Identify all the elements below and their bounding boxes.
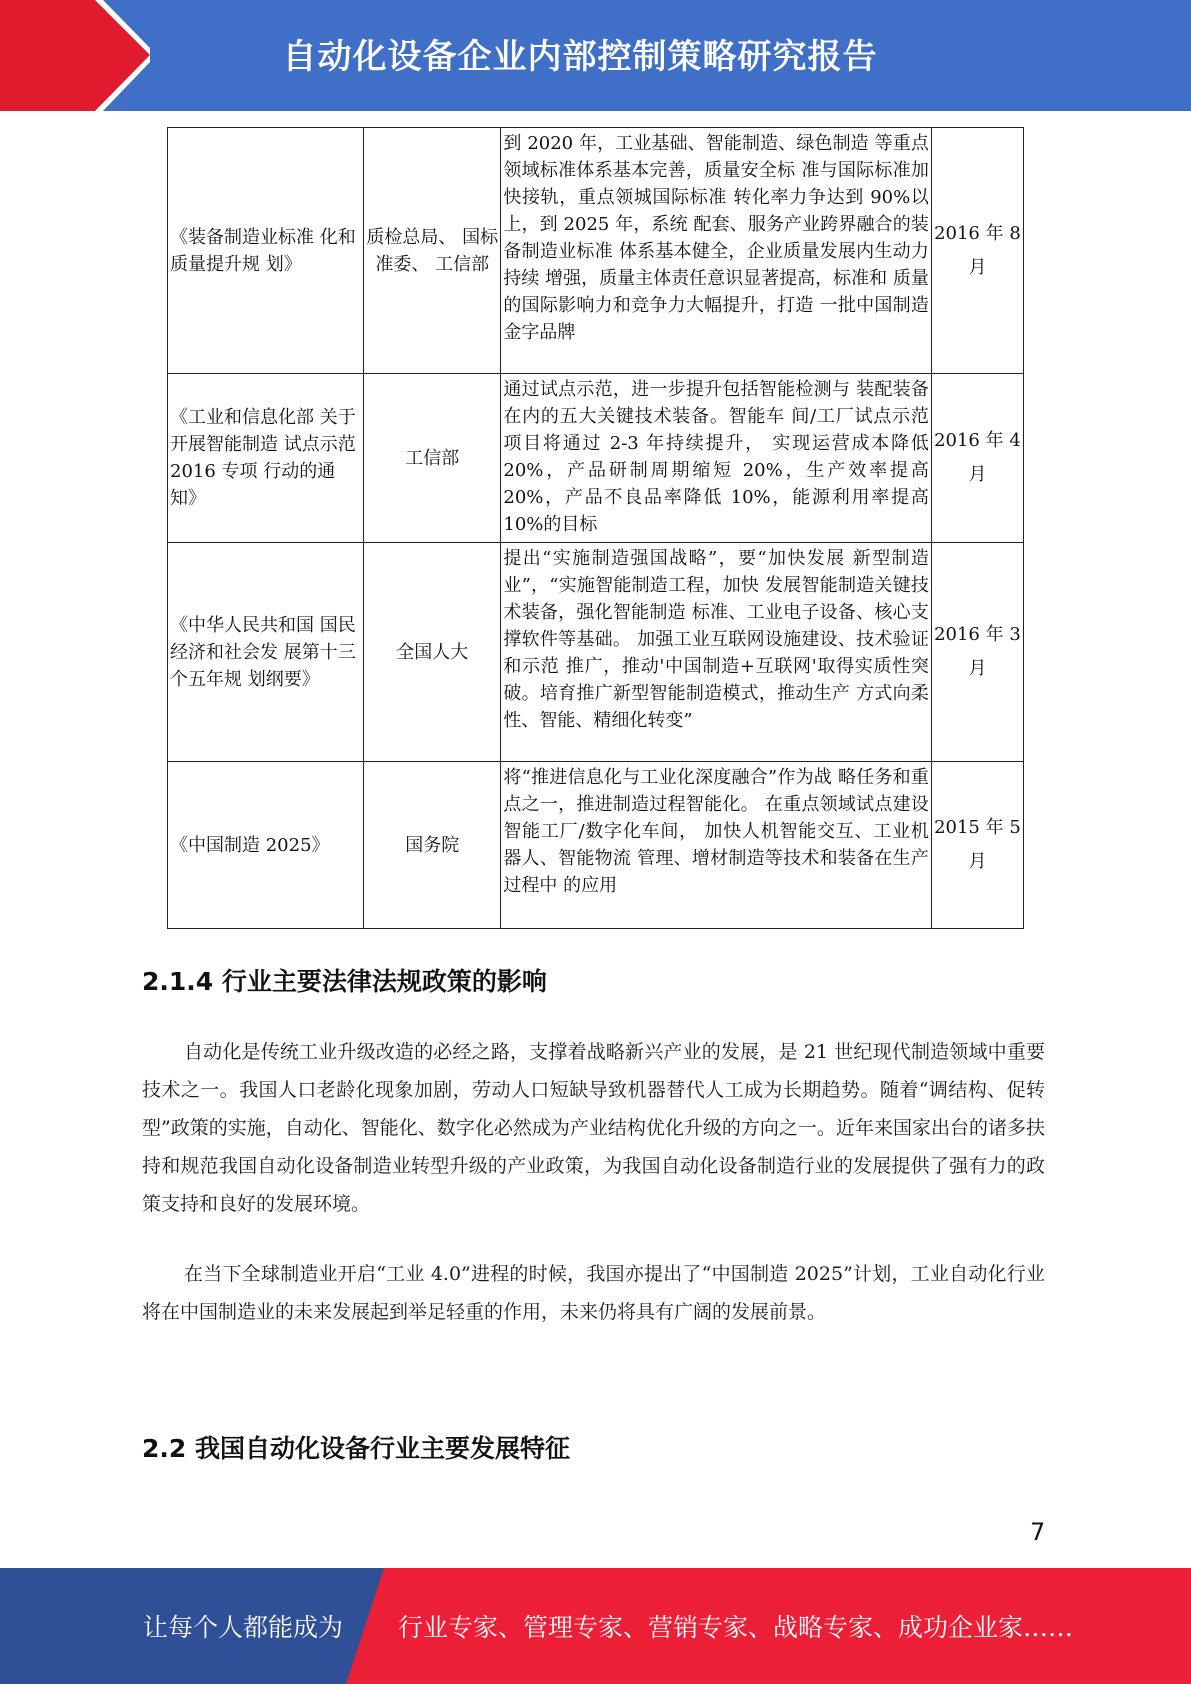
table-row bbox=[168, 374, 1024, 543]
issuer-cell: 工信部 bbox=[364, 374, 501, 543]
page-number: 7 bbox=[1030, 1518, 1046, 1546]
body-paragraph: 在当下全球制造业开启“工业 4.0”进程的时候，我国亦提出了“中国制造 2025”计划，工业自动化行业将在中国制造业的未来发展起到举足轻重的作用，未来仍将具有广阔的发展前景。 bbox=[142, 1263, 1045, 1323]
issuer-cell: 全国人大 bbox=[364, 543, 501, 762]
date-cell: 2016 年 8月 bbox=[931, 128, 1023, 374]
policy-table bbox=[167, 127, 1024, 929]
page-header bbox=[0, 0, 1191, 111]
date-cell: 2016 年 3月 bbox=[931, 543, 1023, 762]
section-heading-2-1-4: 2.1.4 行业主要法律法规政策的影响 bbox=[142, 967, 547, 996]
issuer-cell: 质检总局、 国标准委、 工信部 bbox=[364, 128, 501, 374]
policy-name-cell: 《装备制造业标准 化和质量提升规 划》 bbox=[168, 128, 364, 374]
table-row bbox=[168, 128, 1024, 374]
table-row bbox=[168, 543, 1024, 762]
policy-name-cell: 《工业和信息化部 关于开展智能制造 试点示范 2016 专项 行动的通知》 bbox=[168, 374, 364, 543]
footer-slogan-left: 让每个人都能成为 bbox=[143, 1613, 344, 1642]
report-title: 自动化设备企业内部控制策略研究报告 bbox=[282, 36, 878, 77]
policy-name-cell: 《中华人民共和国 国民经济和社会发 展第十三个五年规 划纲要》 bbox=[168, 543, 364, 762]
policy-content-cell: 通过试点示范，进一步提升包括智能检测与 装配装备在内的五大关键技术装备。智能车 间/工厂试点示范项目将通过 2-3 年持续提升， 实现运营成本降低 20%，产品研制周期缩短 20%，生产效率提高 20%，产品不良品率降低 10%，能源利用率提高 10%的目标 bbox=[501, 374, 932, 543]
table-row bbox=[168, 762, 1024, 929]
issuer-cell: 国务院 bbox=[364, 762, 501, 929]
policy-content-cell: 将“推进信息化与工业化深度融合”作为战 略任务和重点之一，推进制造过程智能化。 在重点领域试点建设智能工厂/数字化车间， 加快人机智能交互、工业机器人、智能物流 管理、增材制造等技术和装备在生产过程中 的应用 bbox=[501, 762, 932, 929]
page-footer bbox=[0, 1568, 1191, 1684]
date-cell: 2016 年 4月 bbox=[931, 374, 1023, 543]
date-cell: 2015 年 5月 bbox=[931, 762, 1023, 929]
body-paragraph: 自动化是传统工业升级改造的必经之路，支撑着战略新兴产业的发展，是 21 世纪现代制造领域中重要技术之一。我国人口老龄化现象加剧，劳动人口短缺导致机器替代人工成为长期趋势。随着“调结构、促转型”政策的实施，自动化、智能化、数字化必然成为产业结构优化升级的方向之一。近年来国家出台的诸多扶持和规范我国自动化设备制造业转型升级的产业政策，为我国自动化设备制造行业的发展提供了强有力的政策支持和良好的发展环境。 bbox=[142, 1041, 1045, 1215]
footer-slogan-right: 行业专家、管理专家、营销专家、战略专家、成功企业家…… bbox=[398, 1613, 1074, 1642]
policy-content-cell: 提出“实施制造强国战略”，要“加快发展 新型制造业”，“实施智能制造工程，加快 发展智能制造关键技术装备，强化智能制造 标准、工业电子设备、核心支撑软件等基础。 加强工业互联网设施建设、技术验证和示范 推广，推动'中国制造+互联网'取得实质性突 破。培育推广新型智能制造模式，推动生产 方式向柔性、智能、精细化转变” bbox=[501, 543, 932, 762]
policy-name-cell: 《中国制造 2025》 bbox=[168, 762, 364, 929]
header-arrow-graphic bbox=[0, 0, 150, 111]
section-heading-2-2: 2.2 我国自动化设备行业主要发展特征 bbox=[142, 1434, 570, 1463]
policy-content-cell: 到 2020 年，工业基础、智能制造、绿色制造 等重点领域标准体系基本完善，质量安全标 准与国际标准加快接轨，重点领城国际标准 转化率力争达到 90%以上，到 2025 年，系统 配套、服务产业跨界融合的装备制造业标准 体系基本健全，企业质量发展内生动力持续 增强，质量主体责任意识显著提高，标准和 质量的国际影响力和竞争力大幅提升，打造 一批中国制造金字品牌 bbox=[501, 128, 932, 374]
